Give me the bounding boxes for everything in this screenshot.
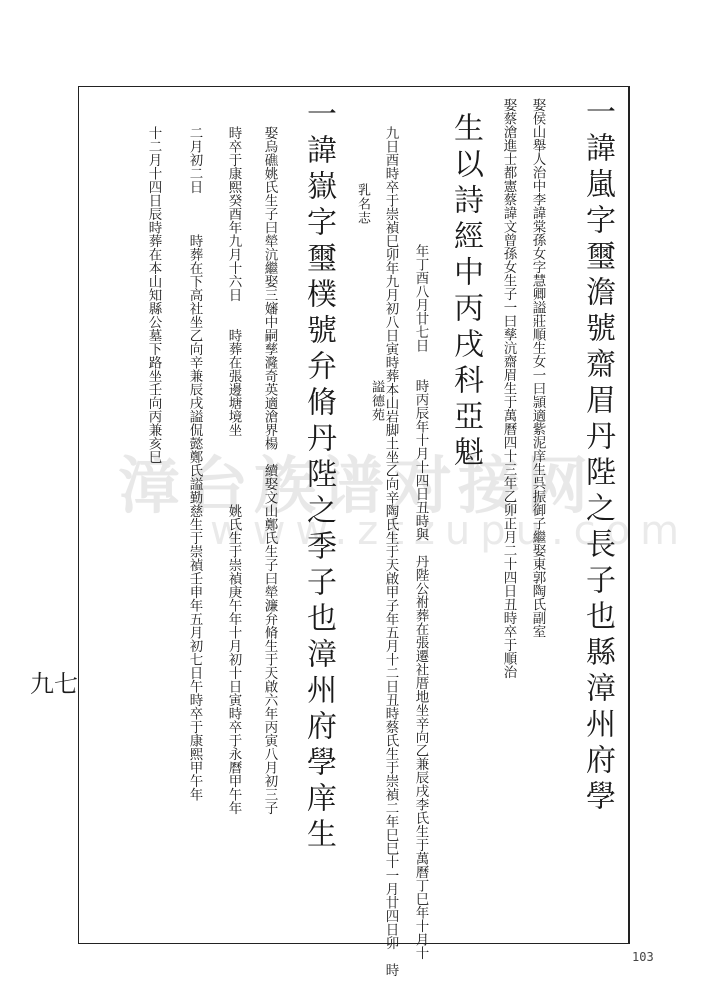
entry-heading-lan: 一諱嵐字璽澹號齋眉丹陛之長子也縣漳州府學: [580, 96, 615, 816]
text-column-4: 年丁酉八月廿七日 時丙辰年十月十四日丑時與 丹陛公祔葬在張遷社厝地坐辛向乙兼辰戌李氏生于萬曆丁巳年十月十: [412, 244, 429, 960]
page-number: 九七: [30, 670, 78, 698]
text-column-2a: 娶侯山舉人治中李諱棠孫女字慧卿謚莊順生女一曰頴適紫泥庠生呉振御子繼娶東郭陶氏副室: [529, 98, 546, 638]
watermark-text: 漳台族谱对接网: [118, 449, 595, 522]
annotation-childhood-name: 乳名志: [355, 183, 370, 225]
annotation-posthumous-name: 謚德苑: [369, 380, 384, 422]
exam-rank-line: 生以詩經中丙戌科亞魁: [448, 112, 483, 472]
text-column-7: 娶烏礁姚氏生子曰犖沆繼娶三嬸中嗣孳漋奇英適滄界楊 續娶文山鄭氏生子曰犖濂弁脩生于天啟六年丙寅八月初三子: [261, 126, 278, 815]
text-column-8: 時卒于康熙癸酉年九月十六日 時葬在張邊塘境坐 姚氏生于崇禎庚午年十月初十日寅時卒于永曆甲午年: [225, 126, 242, 815]
text-column-9: 二月初二日 時葬在下高社坐乙向辛兼辰戌謚侃懿鄭氏謚勤慈生于崇禎壬申年五月初七日午時卒于康熙甲午年: [186, 126, 203, 801]
entry-heading-yue: 一諱嶽字璽樸號弁脩丹陛之季子也漳州府學庠生: [301, 98, 336, 854]
text-column-10: 十二月十四日辰時葬在本山知縣公墓下路坐壬向丙兼亥巳: [145, 126, 162, 464]
corner-mark: 103: [632, 950, 654, 964]
text-column-2b: 娶蔡滄進士都憲蔡諱文曾孫女生子一曰孳沆齋眉生于萬曆四十三年乙卯正月二十四日丑時卒于順治: [500, 98, 517, 679]
watermark-url: www.ztzupu.com: [210, 508, 690, 554]
text-column-5: 九日酉時卒于崇禎巳卯年九月初八日寅時葬本山岩脚土坐乙向辛陶氏生于天啟甲子年五月十二日丑時蔡氏生于崇禎二年巳巳十一月廿四日卯 時: [382, 126, 399, 977]
